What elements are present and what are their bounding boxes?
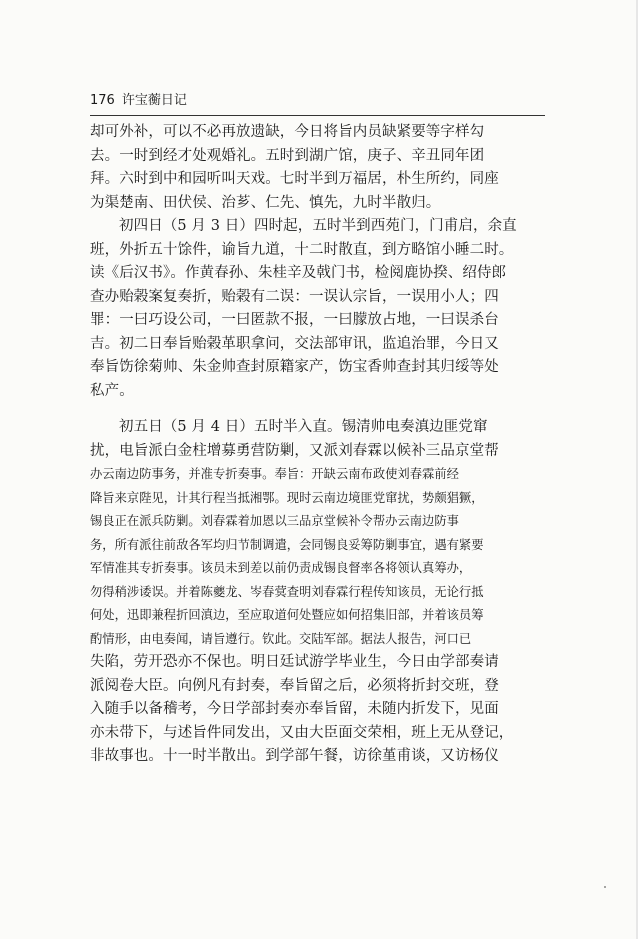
text-line: 奉旨饬徐菊帅、朱金帅查封原籍家产，饬宝香帅查封其归绥等处 (90, 359, 499, 375)
text-line: 查办贻榖案复奏折，贻榖有二误：一误认宗旨，一误用小人；四 (90, 288, 499, 305)
text-line: 酌情形，由电奏闻，请旨遵行。钦此。交陆军部。据法人报告，河口已 (90, 631, 472, 646)
text-line: 为渠楚南、田伏侯、治芗、仁先、慎先，九时半散归。 (90, 194, 441, 211)
paragraph-gap (90, 403, 546, 416)
page-body (90, 121, 546, 769)
text-line: 拜。六时到中和园听叫天戏。七时半到万福居，朴生所约，同座 (90, 171, 499, 187)
text-line: 去。一时到经才处观婚礼。五时到湖广馆，庚子、辛丑同年团 (90, 147, 485, 164)
text-line: 亦未带下，与述旨件同发出，又由大臣面交荣相，班上无从登记， (90, 724, 514, 741)
text-line: 班，外折五十馀件，谕旨九道，十二时散直，到方略馆小睡二时。 (90, 241, 514, 258)
text-line: 何处，迅即兼程折回滇边，至应取道何处暨应如何招集旧部，并着该员筹 (90, 608, 484, 622)
text-line: 初四日（5 月 3 日）四时起，五时半到西苑门，门甫启，余直 (119, 218, 517, 234)
running-header (90, 92, 545, 110)
text-line: 罪：一曰巧设公司，一曰匿款不报，一曰朦放占地，一曰误杀台 (90, 312, 499, 328)
text-line: 勿得稍涉诿误。并着陈夔龙、岑春蓂查明刘春霖行程传知该员，无论行抵 (90, 584, 484, 599)
text-line: 读《后汉书》。作黄春孙、朱桂辛及戟门书，检阅鹿协揆、绍侍郎 (90, 265, 507, 281)
scan-speck (604, 886, 606, 888)
text-line: 扰，电旨派白金柱增募勇营防剿，又派刘春霖以候补三品京堂帮 (90, 442, 499, 459)
text-line: 入随手以备稽考，今日学部封奏亦奉旨留，未随内折发下，见面 (90, 701, 499, 717)
text-line: 军情准其专折奏事。该员未到差以前仍责成锡良督率各将领认真筹办， (90, 561, 472, 575)
book-title: 许宝蘅日记 (121, 93, 187, 108)
paragraph (90, 121, 546, 215)
text-line: 失陷，劳开恐亦不保也。明日廷试游学毕业生，今日由学部奏请 (90, 654, 499, 670)
page-number: 176 (90, 93, 115, 108)
text-line: 吉。初二日奉旨贻榖革职拿问，交法部审讯，监追治罪，今日又 (90, 335, 499, 352)
paragraph (90, 215, 546, 403)
text-line: 私产。 (90, 382, 134, 399)
text-line: 锡良正在派兵防剿。刘春霖着加恩以三品京堂候补令帮办云南边防事 (90, 514, 459, 528)
paragraph (90, 416, 546, 769)
text-line: 降旨来京陛见，计其行程当抵湘鄂。现时云南边境匪党窜扰，势颇猖獗， (90, 490, 484, 505)
text-line: 初五日（5 月 4 日）五时半入直。锡清帅电奏滇边匪党窜 (119, 419, 488, 435)
text-line: 务，所有派往前敌各军均归节制调遣，会同锡良妥筹防剿事宜，遇有紧要 (90, 537, 484, 552)
text-line: 办云南边防事务，并准专折奏事。奉旨：开缺云南布政使刘春霖前经 (90, 467, 459, 481)
text-line: 非故事也。十一时半散出。到学部午餐，访徐堇甫谈，又访杨仪 (90, 748, 499, 764)
header-rule (90, 115, 545, 116)
text-line: 却可外补，可以不必再放遗缺，今日将旨内员缺紧要等字样勾 (90, 124, 485, 140)
text-line: 派阅卷大臣。向例凡有封奏，奉旨留之后，必须将折封交班，登 (90, 677, 499, 694)
